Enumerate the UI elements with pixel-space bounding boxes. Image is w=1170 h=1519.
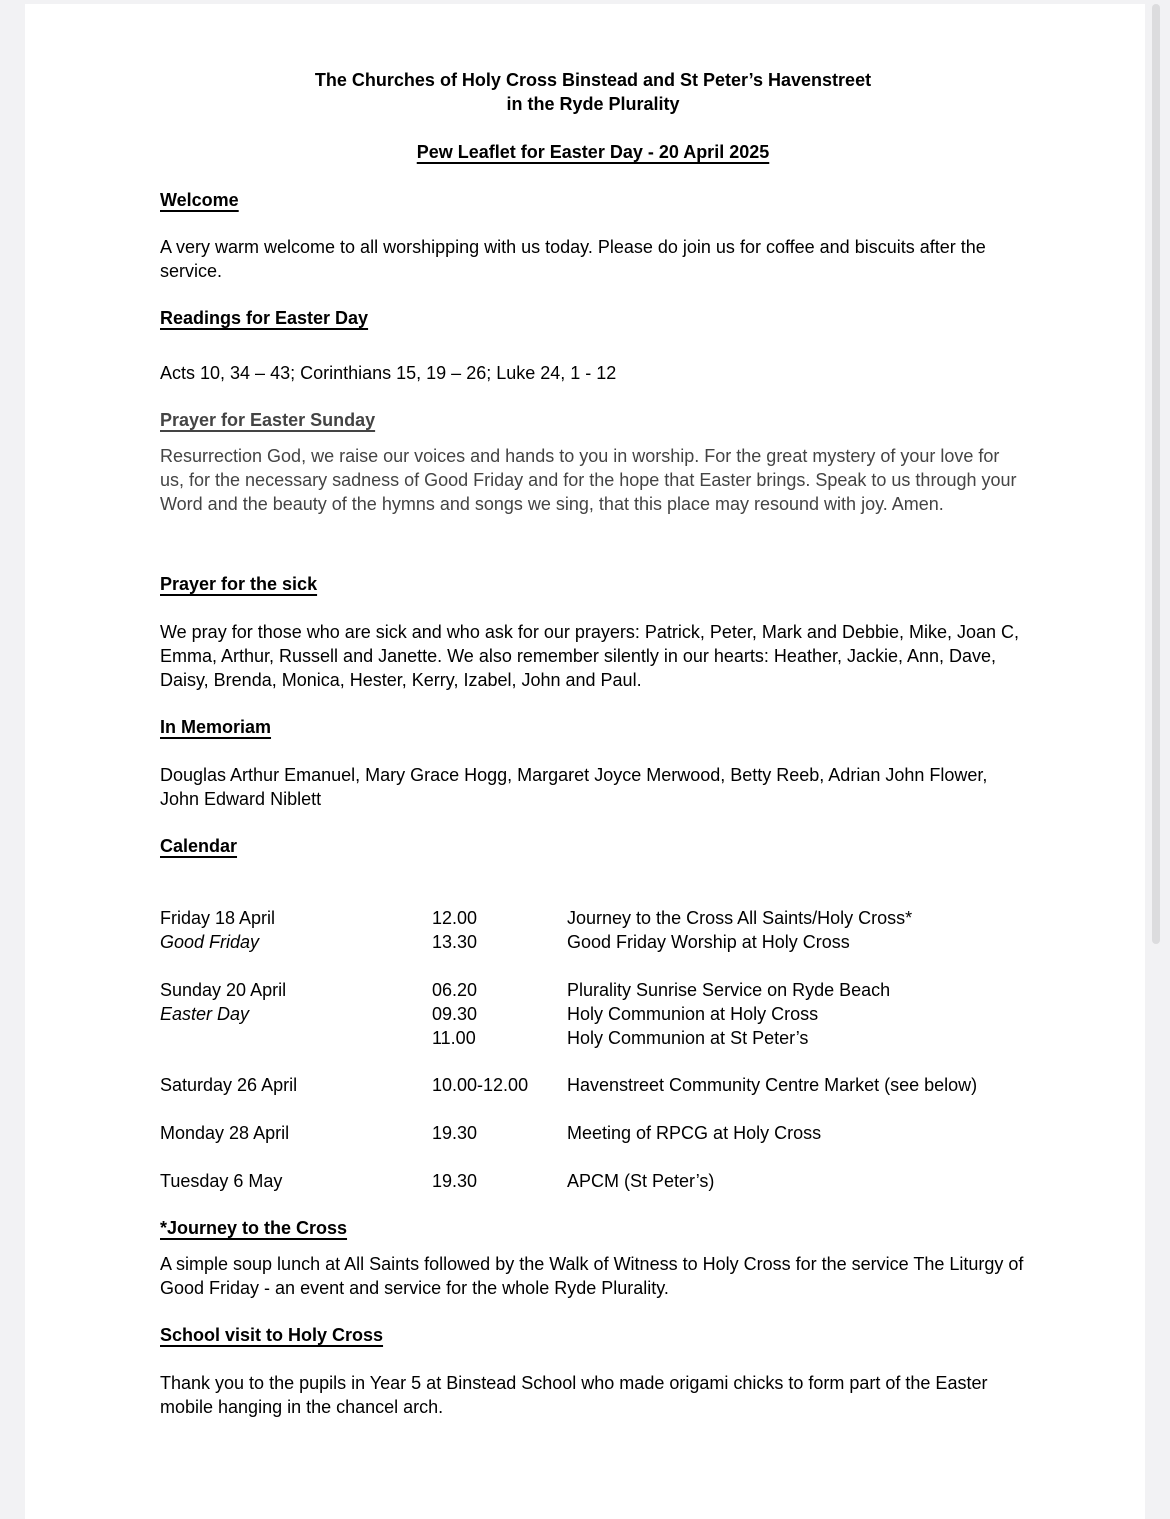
- calendar-day: Monday 28 April: [160, 1123, 290, 1143]
- memoriam-text: Douglas Arthur Emanuel, Mary Grace Hogg, Margaret Joyce Merwood, Betty Reeb, Adrian John Flower, John Edward Niblett: [160, 765, 988, 809]
- plurality-line: in the Ryde Plurality: [506, 94, 680, 114]
- journey-heading: *Journey to the Cross: [160, 1218, 348, 1238]
- school-visit-text: Thank you to the pupils in Year 5 at Binstead School who made origami chicks to form part of the Easter mobile hanging in the chancel arch.: [160, 1373, 988, 1417]
- welcome-text: A very warm welcome to all worshipping with us today. Please do join us for coffee and biscuits after the service.: [160, 237, 986, 281]
- calendar-event: Plurality Sunrise Service on Ryde Beach: [567, 980, 891, 1000]
- calendar-time: 13.30: [432, 932, 478, 952]
- memoriam-heading: In Memoriam: [160, 717, 272, 737]
- easter-prayer-heading: Prayer for Easter Sunday: [160, 410, 376, 430]
- church-name-line: The Churches of Holy Cross Binstead and St Peter’s Havenstreet: [314, 70, 872, 90]
- school-visit-heading: School visit to Holy Cross: [160, 1325, 384, 1345]
- calendar-day: Easter Day: [160, 1004, 250, 1024]
- calendar-time: 11.00: [432, 1028, 476, 1048]
- vertical-scrollbar[interactable]: [1152, 4, 1160, 944]
- calendar-time: 06.20: [432, 980, 478, 1000]
- calendar-time: 12.00: [432, 908, 478, 928]
- calendar-event: Havenstreet Community Centre Market (see below): [567, 1075, 978, 1095]
- calendar-event: Holy Communion at Holy Cross: [567, 1004, 819, 1024]
- calendar-event: Journey to the Cross All Saints/Holy Cross*: [567, 908, 913, 928]
- easter-prayer-text: Resurrection God, we raise our voices and hands to you in worship. For the great mystery of your love for us, for the necessary sadness of Good Friday and for the hope that Easter brings. Speak to us through your Word and the beauty of the hymns and songs we sing, that this place may resound with joy. Amen.: [160, 446, 1017, 514]
- leaflet-title: Pew Leaflet for Easter Day - 20 April 2025: [416, 142, 770, 162]
- calendar-time: 10.00-12.00: [432, 1075, 529, 1095]
- welcome-heading: Welcome: [160, 190, 239, 210]
- calendar-event: Good Friday Worship at Holy Cross: [567, 932, 850, 952]
- calendar-day: Saturday 26 April: [160, 1075, 298, 1095]
- sick-prayer-text: We pray for those who are sick and who ask for our prayers: Patrick, Peter, Mark and Debbie, Mike, Joan C, Emma, Arthur, Russell and Janette. We also remember silently in our hearts: Heather, Jackie, Ann, Dave, Daisy, Brenda, Monica, Hester, Kerry, Izabel, John and Paul.: [160, 622, 1020, 690]
- journey-text: A simple soup lunch at All Saints followed by the Walk of Witness to Holy Cross for the service The Liturgy of Good Friday - an event and service for the whole Ryde Plurality.: [160, 1254, 1024, 1298]
- sick-prayer-heading: Prayer for the sick: [160, 574, 318, 594]
- readings-heading: Readings for Easter Day: [160, 308, 369, 328]
- calendar-heading: Calendar: [160, 836, 238, 856]
- calendar-day: Sunday 20 April: [160, 980, 287, 1000]
- calendar-event: APCM (St Peter’s): [567, 1171, 715, 1191]
- calendar-day: Friday 18 April: [160, 908, 276, 928]
- calendar-day: Good Friday: [160, 932, 260, 952]
- readings-text: Acts 10, 34 – 43; Corinthians 15, 19 – 26; Luke 24, 1 - 12: [160, 363, 617, 383]
- calendar-time: 09.30: [432, 1004, 478, 1024]
- calendar-day: Tuesday 6 May: [160, 1171, 283, 1191]
- calendar-event: Meeting of RPCG at Holy Cross: [567, 1123, 822, 1143]
- calendar-time: 19.30: [432, 1123, 478, 1143]
- calendar-event: Holy Communion at St Peter’s: [567, 1028, 809, 1048]
- calendar-time: 19.30: [432, 1171, 478, 1191]
